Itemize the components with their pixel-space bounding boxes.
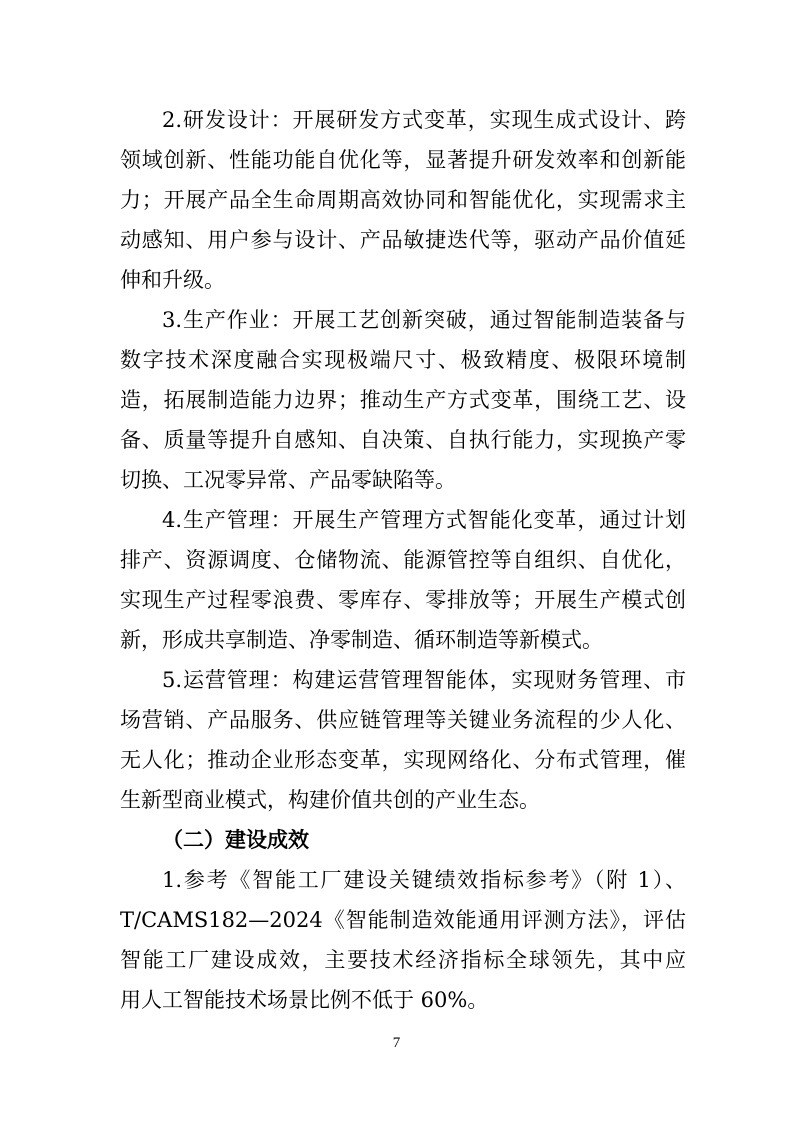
- text-line: 4.生产管理：开展生产管理方式智能化变革，通过计划: [162, 508, 686, 532]
- text-line: 智能工厂建设成效，主要技术经济指标全球领先，其中应: [120, 948, 686, 972]
- text-line: 1.参考《智能工厂建设关键绩效指标参考》（附 1）、: [162, 868, 686, 892]
- text-line: 领域创新、性能功能自优化等，显著提升研发效率和创新能: [120, 148, 686, 172]
- text-line: 伸和升级。: [120, 268, 225, 292]
- text-line: 力；开展产品全生命周期高效协同和智能优化，实现需求主: [120, 188, 686, 212]
- text-line: 2.研发设计：开展研发方式变革，实现生成式设计、跨: [162, 108, 686, 132]
- text-line: 无人化；推动企业形态变革，实现网络化、分布式管理，催: [120, 748, 686, 772]
- text-line: 3.生产作业：开展工艺创新突破，通过智能制造装备与: [162, 308, 686, 332]
- text-line: 场营销、产品服务、供应链管理等关键业务流程的少人化、: [120, 708, 686, 732]
- text-line: 数字技术深度融合实现极端尺寸、极致精度、极限环境制: [120, 348, 686, 372]
- text-line: 实现生产过程零浪费、零库存、零排放等；开展生产模式创: [120, 588, 686, 612]
- text-line: 备、质量等提升自感知、自决策、自执行能力，实现换产零: [120, 428, 686, 452]
- text-line: 造，拓展制造能力边界；推动生产方式变革，围绕工艺、设: [120, 388, 686, 412]
- text-line: T/CAMS182—2024《智能制造效能通用评测方法》，评估: [120, 908, 686, 932]
- text-line: 生新型商业模式，构建价值共创的产业生态。: [120, 788, 540, 812]
- text-line: 用人工智能技术场景比例不低于 60%。: [120, 988, 489, 1012]
- text-line: 切换、工况零异常、产品零缺陷等。: [120, 468, 456, 492]
- text-line: 排产、资源调度、仓储物流、能源管控等自组织、自优化，: [120, 548, 686, 572]
- text-line: 5.运营管理：构建运营管理智能体，实现财务管理、市: [162, 668, 686, 692]
- section-heading: （二）建设成效: [162, 828, 309, 852]
- page-number: 7: [392, 1035, 401, 1051]
- text-line: 动感知、用户参与设计、产品敏捷迭代等，驱动产品价值延: [120, 228, 686, 252]
- text-line: 新，形成共享制造、净零制造、循环制造等新模式。: [120, 628, 603, 652]
